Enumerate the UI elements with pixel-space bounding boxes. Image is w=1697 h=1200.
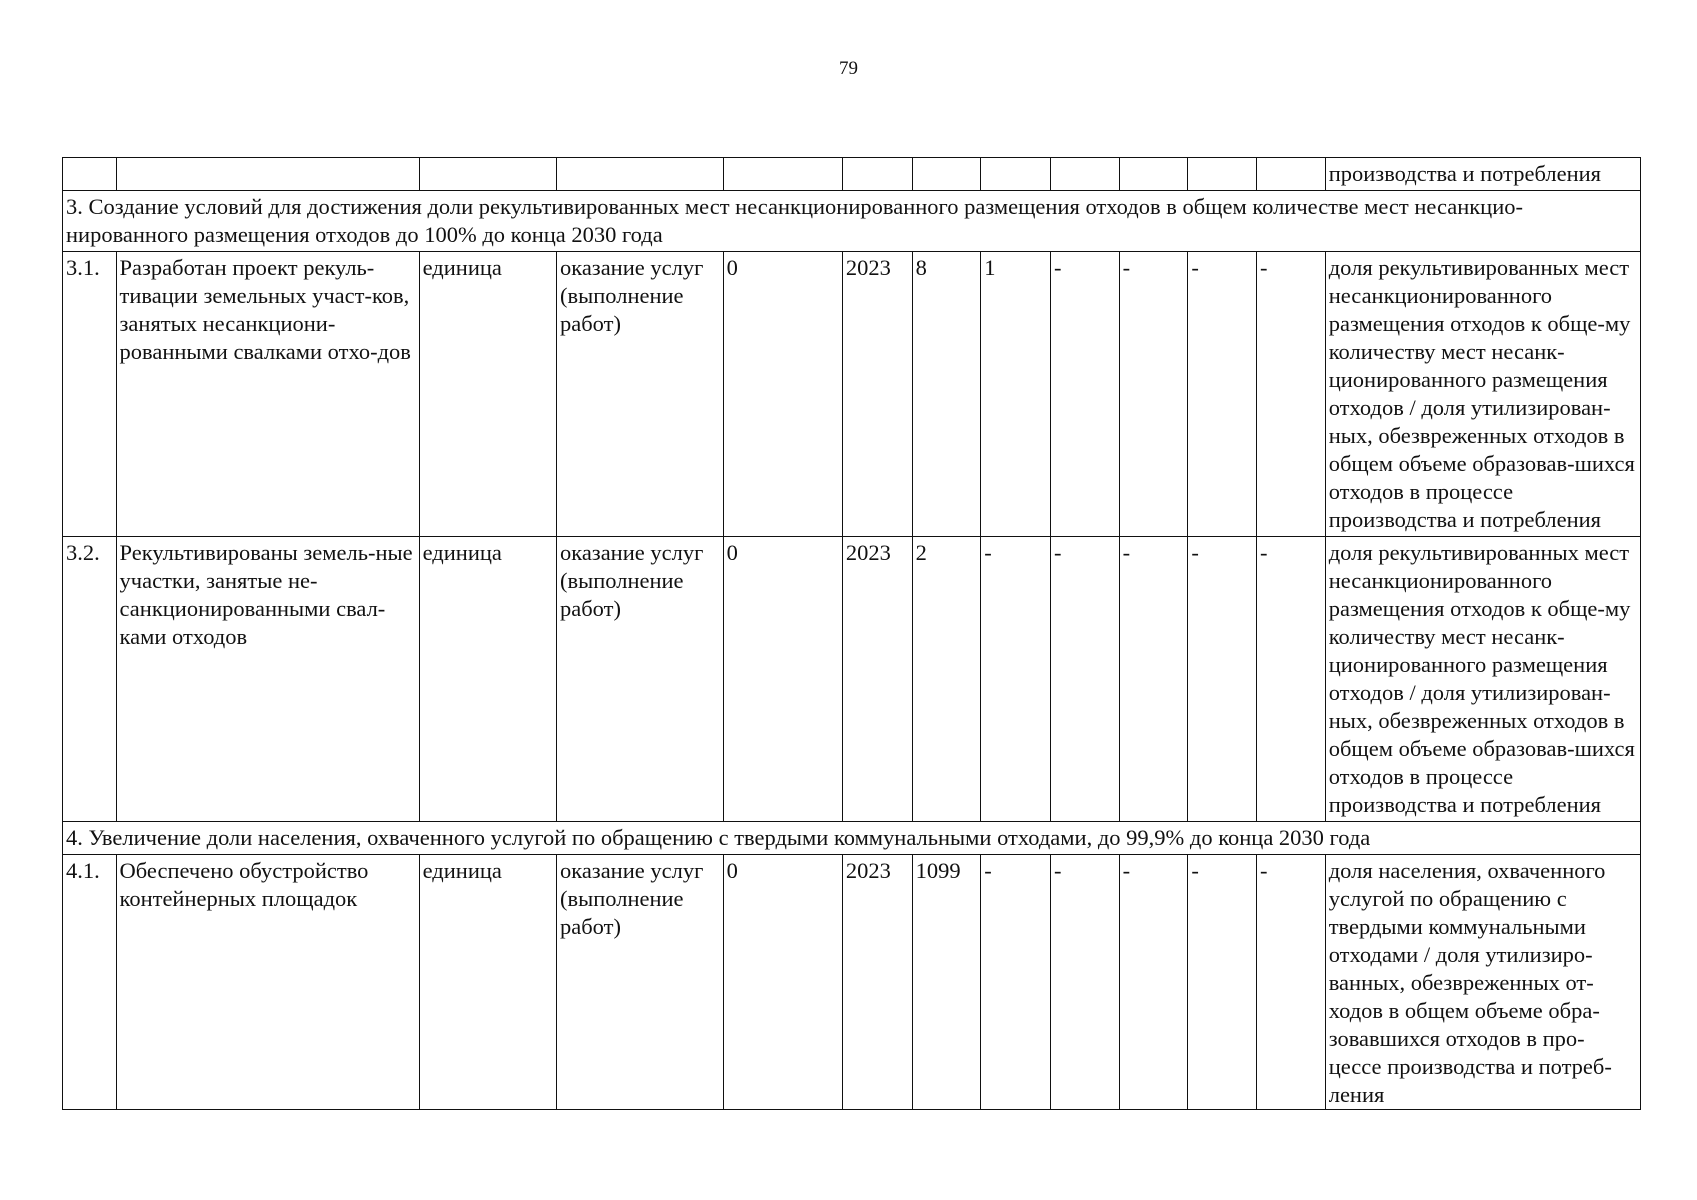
measures-table [62,157,1641,1110]
cell-indicator: производства и потребления [1325,158,1640,191]
cell-v2: 1 [981,252,1051,537]
cell-v6 [1257,158,1326,191]
table-row [63,537,1641,822]
cell-v5: - [1188,855,1257,1110]
cell-num: 4.1. [63,855,117,1110]
section-heading: 4. Увеличение доли населения, охваченного услугой по обращению с твердыми коммунальными отходами, до 99,9% до конца 2030 года [63,822,1641,855]
cell-indicator: доля населения, охваченного услугой по обращению с твердыми коммунальными отходами / доля утилизиро-ванных, обезвреженных от-ходов в общем объеме обра-зовавшихся отходов в про-цессе производства и потреб-ления [1325,855,1640,1110]
cell-num: 3.1. [63,252,117,537]
cell-v1: 8 [912,252,981,537]
cell-v5: - [1188,252,1257,537]
cell-v2: - [981,537,1051,822]
cell-type: оказание услуг (выполнение работ) [556,855,723,1110]
cell-unit: единица [419,252,556,537]
table-row-continuation [63,158,1641,191]
cell-name: Разработан проект рекуль-тивации земельных участ-ков, занятых несанкциони-рованными свалками отхо-дов [116,252,419,537]
cell-v3 [1050,158,1119,191]
cell-name [116,158,419,191]
cell-unit: единица [419,537,556,822]
cell-v3: - [1050,537,1119,822]
cell-v5: - [1188,537,1257,822]
cell-v1 [912,158,981,191]
cell-v2: - [981,855,1051,1110]
cell-v4: - [1119,855,1188,1110]
cell-v4: - [1119,252,1188,537]
section-heading-row [63,822,1641,855]
cell-unit [419,158,556,191]
cell-name: Рекультивированы земель-ные участки, занятые не-санкционированными свал-ками отходов [116,537,419,822]
cell-type [556,158,723,191]
table-row [63,252,1641,537]
cell-v4 [1119,158,1188,191]
cell-base [723,158,842,191]
cell-indicator: доля рекультивированных мест несанкционированного размещения отходов к обще-му количеству мест несанк-ционированного размещения отходов / доля утилизирован-ных, обезвреженных отходов в общем объеме образовав-шихся отходов в процессе производства и потребления [1325,252,1640,537]
cell-v2 [981,158,1051,191]
cell-name: Обеспечено обустройство контейнерных площадок [116,855,419,1110]
cell-v4: - [1119,537,1188,822]
cell-year: 2023 [842,252,912,537]
table-row [63,855,1641,1110]
cell-num [63,158,117,191]
cell-type: оказание услуг (выполнение работ) [556,252,723,537]
cell-v3: - [1050,252,1119,537]
cell-base: 0 [723,855,842,1110]
cell-v3: - [1050,855,1119,1110]
cell-year: 2023 [842,537,912,822]
cell-type: оказание услуг (выполнение работ) [556,537,723,822]
cell-unit: единица [419,855,556,1110]
cell-base: 0 [723,252,842,537]
cell-v6: - [1257,537,1326,822]
cell-num: 3.2. [63,537,117,822]
cell-v6: - [1257,252,1326,537]
cell-indicator: доля рекультивированных мест несанкционированного размещения отходов к обще-му количеству мест несанк-ционированного размещения отходов / доля утилизирован-ных, обезвреженных отходов в общем объеме образовав-шихся отходов в процессе производства и потребления [1325,537,1640,822]
cell-v1: 1099 [912,855,981,1110]
page-number: 79 [839,58,858,79]
section-heading: 3. Создание условий для достижения доли рекультивированных мест несанкционированного размещения отходов в общем количестве мест несанкцио-нированного размещения отходов до 100% до конца 2030 года [63,191,1641,252]
cell-v5 [1188,158,1257,191]
cell-year [842,158,912,191]
cell-v6: - [1257,855,1326,1110]
section-heading-row [63,191,1641,252]
cell-v1: 2 [912,537,981,822]
cell-year: 2023 [842,855,912,1110]
cell-base: 0 [723,537,842,822]
